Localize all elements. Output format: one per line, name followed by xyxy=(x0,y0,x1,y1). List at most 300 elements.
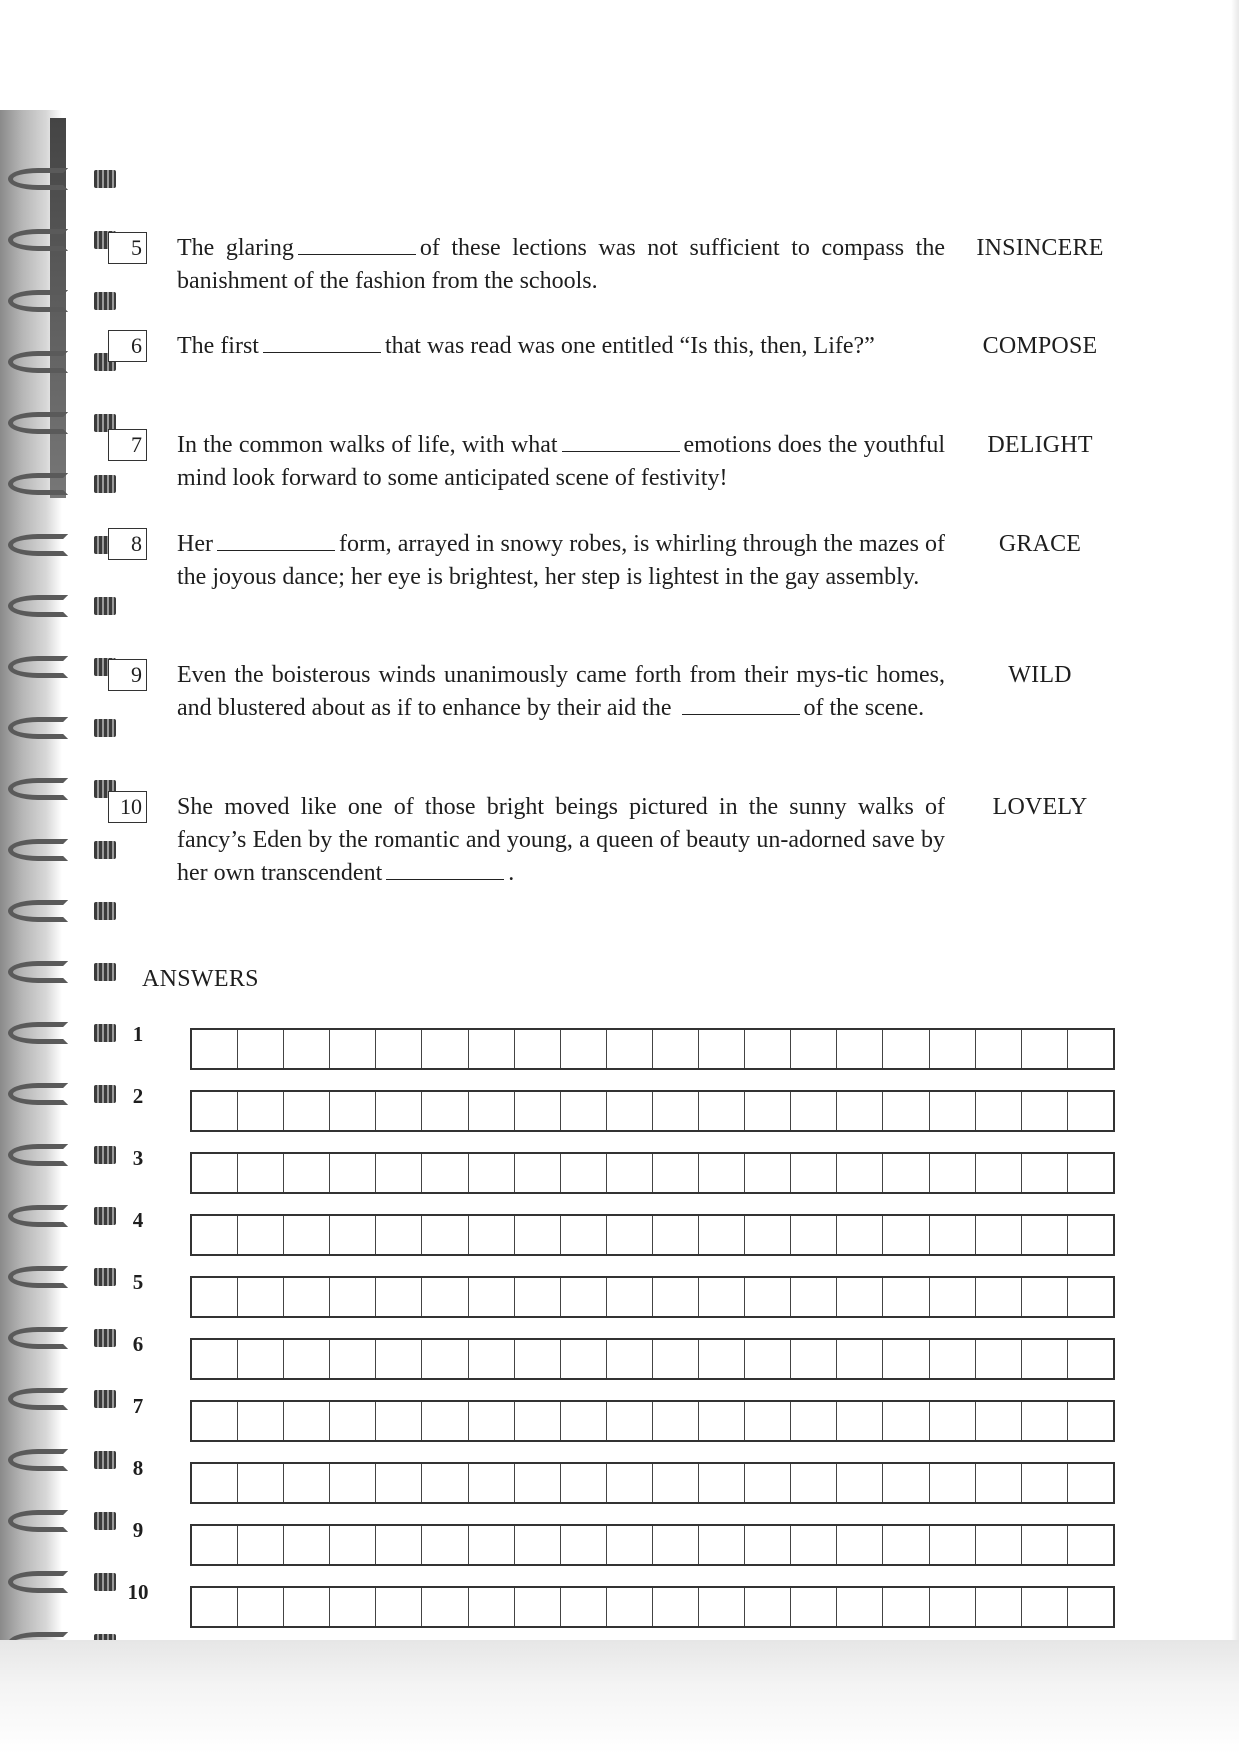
answer-blank[interactable] xyxy=(682,694,800,715)
sentence xyxy=(177,330,945,363)
letter-box[interactable] xyxy=(745,1340,791,1378)
letter-box[interactable] xyxy=(469,1464,515,1502)
coil-ring xyxy=(8,1205,68,1227)
letter-box[interactable] xyxy=(699,1154,745,1192)
letter-box[interactable] xyxy=(330,1216,376,1254)
letter-box[interactable] xyxy=(745,1588,791,1626)
letter-box[interactable] xyxy=(930,1588,976,1626)
letter-box[interactable] xyxy=(699,1464,745,1502)
binding-hole xyxy=(94,1390,116,1408)
sentence-end: form, arrayed in snowy robes, is whirling through the mazes of the joyous dance; her eye is brightest, her step is lightest in the gay assembly. xyxy=(177,531,945,590)
letter-box[interactable] xyxy=(1022,1464,1068,1502)
letter-box[interactable] xyxy=(1068,1464,1113,1502)
sentence-end: of the scene. xyxy=(803,695,925,721)
sentence-start: Her xyxy=(177,531,213,557)
letter-box[interactable] xyxy=(284,1340,330,1378)
coil-ring xyxy=(8,1510,68,1532)
letter-box[interactable] xyxy=(376,1588,422,1626)
letter-box[interactable] xyxy=(376,1464,422,1502)
answer-row-10 xyxy=(120,1580,1120,1630)
letter-box[interactable] xyxy=(192,1526,238,1564)
letter-box[interactable] xyxy=(883,1030,929,1068)
letter-box[interactable] xyxy=(976,1092,1022,1130)
letter-box[interactable] xyxy=(791,1030,837,1068)
letter-box[interactable] xyxy=(930,1030,976,1068)
letter-box[interactable] xyxy=(330,1092,376,1130)
binding-hole xyxy=(94,1329,116,1347)
letter-box[interactable] xyxy=(976,1588,1022,1626)
coil-ring xyxy=(8,1449,68,1471)
letter-box[interactable] xyxy=(422,1216,468,1254)
letter-boxes xyxy=(190,1152,1115,1194)
binding-coil xyxy=(8,526,108,566)
letter-box[interactable] xyxy=(422,1278,468,1316)
letter-boxes xyxy=(190,1214,1115,1256)
question-number: 10 xyxy=(108,791,147,823)
answer-row-5 xyxy=(120,1270,1120,1320)
letter-box[interactable] xyxy=(1068,1340,1113,1378)
letter-box[interactable] xyxy=(607,1340,653,1378)
binding-hole xyxy=(94,841,116,859)
letter-box[interactable] xyxy=(561,1030,607,1068)
letter-box[interactable] xyxy=(1022,1154,1068,1192)
letter-box[interactable] xyxy=(930,1092,976,1130)
letter-box[interactable] xyxy=(1068,1402,1113,1440)
sentence-start: Even the boisterous winds unanimously came forth from their mys-tic homes, and blustered about as if to enhance by their aid the xyxy=(177,662,945,721)
binding-coil xyxy=(8,709,108,749)
letter-box[interactable] xyxy=(238,1526,284,1564)
letter-box[interactable] xyxy=(422,1154,468,1192)
letter-box[interactable] xyxy=(883,1340,929,1378)
letter-box[interactable] xyxy=(330,1588,376,1626)
letter-box[interactable] xyxy=(561,1154,607,1192)
letter-box[interactable] xyxy=(791,1526,837,1564)
letter-box[interactable] xyxy=(469,1588,515,1626)
letter-box[interactable] xyxy=(653,1278,699,1316)
letter-box[interactable] xyxy=(469,1278,515,1316)
letter-box[interactable] xyxy=(837,1526,883,1564)
letter-box[interactable] xyxy=(561,1464,607,1502)
letter-box[interactable] xyxy=(515,1402,561,1440)
answer-row-number: 8 xyxy=(132,1456,144,1480)
letter-box[interactable] xyxy=(1068,1526,1113,1564)
binding-hole xyxy=(94,170,116,188)
letter-box[interactable] xyxy=(192,1588,238,1626)
binding-hole xyxy=(94,1146,116,1164)
letter-box[interactable] xyxy=(284,1464,330,1502)
binding-coil xyxy=(8,160,108,200)
letter-box[interactable] xyxy=(376,1030,422,1068)
letter-boxes xyxy=(190,1462,1115,1504)
letter-box[interactable] xyxy=(745,1154,791,1192)
letter-box[interactable] xyxy=(330,1278,376,1316)
letter-box[interactable] xyxy=(422,1402,468,1440)
letter-box[interactable] xyxy=(561,1526,607,1564)
page-bottom-shade xyxy=(0,1640,1239,1754)
letter-box[interactable] xyxy=(376,1216,422,1254)
binding-coil xyxy=(8,770,108,810)
binding-hole xyxy=(94,719,116,737)
letter-box[interactable] xyxy=(791,1154,837,1192)
keyword: LOVELY xyxy=(992,794,1088,820)
letter-box[interactable] xyxy=(745,1464,791,1502)
coil-ring xyxy=(8,1083,68,1105)
coil-ring xyxy=(8,595,68,617)
letter-box[interactable] xyxy=(883,1464,929,1502)
coil-ring xyxy=(8,168,68,190)
letter-box[interactable] xyxy=(883,1092,929,1130)
answers-title: ANSWERS xyxy=(142,966,259,992)
letter-box[interactable] xyxy=(376,1278,422,1316)
letter-box[interactable] xyxy=(976,1278,1022,1316)
binding-coil xyxy=(8,465,108,505)
letter-box[interactable] xyxy=(883,1154,929,1192)
binding-coil xyxy=(8,1258,108,1298)
letter-box[interactable] xyxy=(1022,1092,1068,1130)
letter-box[interactable] xyxy=(284,1030,330,1068)
letter-box[interactable] xyxy=(469,1340,515,1378)
letter-box[interactable] xyxy=(653,1588,699,1626)
letter-box[interactable] xyxy=(930,1340,976,1378)
letter-box[interactable] xyxy=(469,1216,515,1254)
letter-box[interactable] xyxy=(699,1278,745,1316)
letter-box[interactable] xyxy=(607,1464,653,1502)
letter-box[interactable] xyxy=(238,1030,284,1068)
letter-box[interactable] xyxy=(745,1216,791,1254)
letter-box[interactable] xyxy=(883,1216,929,1254)
letter-box[interactable] xyxy=(330,1526,376,1564)
letter-box[interactable] xyxy=(515,1092,561,1130)
letter-box[interactable] xyxy=(561,1588,607,1626)
letter-box[interactable] xyxy=(1022,1278,1068,1316)
coil-ring xyxy=(8,473,68,495)
answer-blank[interactable] xyxy=(263,332,381,353)
sentence-end: of these lections was not sufficient to compass the banishment of the fashion from the schools. xyxy=(177,235,945,294)
letter-box[interactable] xyxy=(976,1154,1022,1192)
letter-box[interactable] xyxy=(561,1092,607,1130)
letter-box[interactable] xyxy=(192,1464,238,1502)
sentence xyxy=(177,232,945,298)
letter-box[interactable] xyxy=(515,1154,561,1192)
answer-row-3 xyxy=(120,1146,1120,1196)
letter-box[interactable] xyxy=(1068,1092,1113,1130)
letter-box[interactable] xyxy=(699,1030,745,1068)
letter-box[interactable] xyxy=(930,1216,976,1254)
letter-box[interactable] xyxy=(837,1588,883,1626)
binding-coil xyxy=(8,343,108,383)
answer-row-number: 6 xyxy=(132,1332,144,1356)
sentence-end: that was read was one entitled “Is this, then, Life?” xyxy=(384,333,875,359)
letter-box[interactable] xyxy=(745,1030,791,1068)
letter-box[interactable] xyxy=(1022,1402,1068,1440)
letter-box[interactable] xyxy=(330,1464,376,1502)
letter-box[interactable] xyxy=(607,1402,653,1440)
letter-box[interactable] xyxy=(238,1092,284,1130)
letter-box[interactable] xyxy=(284,1588,330,1626)
letter-box[interactable] xyxy=(1068,1588,1113,1626)
answer-blank[interactable] xyxy=(298,234,416,255)
letter-box[interactable] xyxy=(607,1278,653,1316)
letter-box[interactable] xyxy=(976,1464,1022,1502)
letter-box[interactable] xyxy=(883,1278,929,1316)
keyword: DELIGHT xyxy=(987,432,1093,458)
letter-box[interactable] xyxy=(976,1216,1022,1254)
coil-ring xyxy=(8,1266,68,1288)
letter-box[interactable] xyxy=(699,1340,745,1378)
letter-box[interactable] xyxy=(561,1402,607,1440)
binding-hole xyxy=(94,597,116,615)
answer-row-2 xyxy=(120,1084,1120,1134)
letter-box[interactable] xyxy=(976,1030,1022,1068)
letter-box[interactable] xyxy=(791,1340,837,1378)
letter-box[interactable] xyxy=(330,1340,376,1378)
answer-row-6 xyxy=(120,1332,1120,1382)
letter-box[interactable] xyxy=(791,1216,837,1254)
letter-box[interactable] xyxy=(745,1092,791,1130)
letter-box[interactable] xyxy=(238,1402,284,1440)
answer-row-number: 10 xyxy=(127,1580,149,1604)
answer-row-4 xyxy=(120,1208,1120,1258)
coil-ring xyxy=(8,1022,68,1044)
letter-box[interactable] xyxy=(653,1340,699,1378)
letter-box[interactable] xyxy=(515,1340,561,1378)
answer-blank[interactable] xyxy=(217,530,335,551)
binding-coil xyxy=(8,1319,108,1359)
letter-box[interactable] xyxy=(699,1402,745,1440)
letter-box[interactable] xyxy=(699,1588,745,1626)
letter-box[interactable] xyxy=(607,1154,653,1192)
binding-coil xyxy=(8,587,108,627)
letter-box[interactable] xyxy=(930,1464,976,1502)
letter-box[interactable] xyxy=(930,1154,976,1192)
letter-box[interactable] xyxy=(607,1588,653,1626)
coil-ring xyxy=(8,534,68,556)
letter-box[interactable] xyxy=(561,1216,607,1254)
letter-box[interactable] xyxy=(238,1588,284,1626)
binding-hole xyxy=(94,1451,116,1469)
letter-box[interactable] xyxy=(976,1340,1022,1378)
letter-box[interactable] xyxy=(284,1402,330,1440)
binding-coil xyxy=(8,404,108,444)
letter-box[interactable] xyxy=(745,1278,791,1316)
letter-box[interactable] xyxy=(1022,1340,1068,1378)
sentence-start: The first xyxy=(177,333,259,359)
letter-box[interactable] xyxy=(238,1340,284,1378)
letter-box[interactable] xyxy=(837,1154,883,1192)
letter-box[interactable] xyxy=(515,1526,561,1564)
answer-row-number: 2 xyxy=(132,1084,144,1108)
letter-box[interactable] xyxy=(192,1216,238,1254)
letter-box[interactable] xyxy=(515,1464,561,1502)
letter-box[interactable] xyxy=(422,1030,468,1068)
binding-coil xyxy=(8,282,108,322)
letter-box[interactable] xyxy=(422,1340,468,1378)
letter-box[interactable] xyxy=(469,1402,515,1440)
letter-box[interactable] xyxy=(330,1402,376,1440)
letter-box[interactable] xyxy=(791,1092,837,1130)
letter-box[interactable] xyxy=(653,1030,699,1068)
coil-ring xyxy=(8,290,68,312)
letter-box[interactable] xyxy=(284,1216,330,1254)
letter-box[interactable] xyxy=(284,1092,330,1130)
letter-box[interactable] xyxy=(469,1030,515,1068)
keyword: WILD xyxy=(1008,662,1072,688)
letter-box[interactable] xyxy=(791,1402,837,1440)
letter-box[interactable] xyxy=(469,1092,515,1130)
letter-box[interactable] xyxy=(561,1340,607,1378)
letter-box[interactable] xyxy=(515,1588,561,1626)
letter-box[interactable] xyxy=(330,1154,376,1192)
letter-box[interactable] xyxy=(837,1402,883,1440)
letter-box[interactable] xyxy=(1022,1216,1068,1254)
letter-box[interactable] xyxy=(422,1464,468,1502)
letter-box[interactable] xyxy=(238,1278,284,1316)
letter-box[interactable] xyxy=(1068,1154,1113,1192)
coil-ring xyxy=(8,412,68,434)
letter-box[interactable] xyxy=(330,1030,376,1068)
letter-box[interactable] xyxy=(515,1216,561,1254)
letter-box[interactable] xyxy=(284,1278,330,1316)
letter-box[interactable] xyxy=(284,1526,330,1564)
answer-row-1 xyxy=(120,1022,1120,1072)
letter-box[interactable] xyxy=(837,1092,883,1130)
letter-box[interactable] xyxy=(883,1402,929,1440)
coil-ring xyxy=(8,229,68,251)
letter-box[interactable] xyxy=(238,1216,284,1254)
answer-row-7 xyxy=(120,1394,1120,1444)
letter-box[interactable] xyxy=(883,1526,929,1564)
letter-box[interactable] xyxy=(699,1526,745,1564)
binding-coil xyxy=(8,1502,108,1542)
letter-box[interactable] xyxy=(192,1030,238,1068)
answer-row-number: 9 xyxy=(132,1518,144,1542)
letter-box[interactable] xyxy=(930,1402,976,1440)
letter-box[interactable] xyxy=(791,1464,837,1502)
letter-box[interactable] xyxy=(192,1402,238,1440)
letter-box[interactable] xyxy=(837,1278,883,1316)
binding-coil xyxy=(8,1380,108,1420)
letter-box[interactable] xyxy=(1068,1030,1113,1068)
letter-box[interactable] xyxy=(653,1092,699,1130)
letter-box[interactable] xyxy=(376,1526,422,1564)
question-number: 9 xyxy=(108,659,147,691)
letter-box[interactable] xyxy=(699,1092,745,1130)
letter-box[interactable] xyxy=(469,1154,515,1192)
letter-box[interactable] xyxy=(653,1526,699,1564)
binding-hole xyxy=(94,902,116,920)
letter-box[interactable] xyxy=(192,1278,238,1316)
answer-row-number: 7 xyxy=(132,1394,144,1418)
binding-coil xyxy=(8,1441,108,1481)
letter-box[interactable] xyxy=(837,1216,883,1254)
answer-row-9 xyxy=(120,1518,1120,1568)
letter-box[interactable] xyxy=(422,1588,468,1626)
sentence xyxy=(177,528,945,594)
letter-box[interactable] xyxy=(376,1340,422,1378)
answer-row-number: 4 xyxy=(132,1208,144,1232)
letter-box[interactable] xyxy=(699,1216,745,1254)
letter-box[interactable] xyxy=(653,1154,699,1192)
coil-ring xyxy=(8,1571,68,1593)
letter-box[interactable] xyxy=(1068,1216,1113,1254)
letter-box[interactable] xyxy=(837,1030,883,1068)
letter-boxes xyxy=(190,1524,1115,1566)
sentence xyxy=(177,791,945,890)
letter-box[interactable] xyxy=(607,1216,653,1254)
letter-box[interactable] xyxy=(930,1278,976,1316)
letter-box[interactable] xyxy=(791,1588,837,1626)
letter-box[interactable] xyxy=(607,1526,653,1564)
letter-box[interactable] xyxy=(561,1278,607,1316)
question-number: 7 xyxy=(108,429,147,461)
letter-box[interactable] xyxy=(1022,1588,1068,1626)
letter-box[interactable] xyxy=(515,1278,561,1316)
letter-box[interactable] xyxy=(791,1278,837,1316)
letter-box[interactable] xyxy=(422,1526,468,1564)
letter-box[interactable] xyxy=(469,1526,515,1564)
letter-box[interactable] xyxy=(238,1154,284,1192)
binding-hole xyxy=(94,1268,116,1286)
letter-box[interactable] xyxy=(976,1526,1022,1564)
letter-box[interactable] xyxy=(745,1402,791,1440)
coil-ring xyxy=(8,900,68,922)
letter-box[interactable] xyxy=(376,1154,422,1192)
letter-box[interactable] xyxy=(930,1526,976,1564)
answer-blank[interactable] xyxy=(562,431,680,452)
letter-box[interactable] xyxy=(837,1464,883,1502)
answer-row-number: 1 xyxy=(132,1022,144,1046)
answer-blank[interactable] xyxy=(386,859,504,880)
binding-coil xyxy=(8,1563,108,1603)
letter-box[interactable] xyxy=(745,1526,791,1564)
letter-boxes xyxy=(190,1090,1115,1132)
letter-box[interactable] xyxy=(837,1340,883,1378)
letter-box[interactable] xyxy=(192,1340,238,1378)
letter-box[interactable] xyxy=(883,1588,929,1626)
binding-coil xyxy=(8,892,108,932)
answer-row-8 xyxy=(120,1456,1120,1506)
letter-box[interactable] xyxy=(1068,1278,1113,1316)
keyword: INSINCERE xyxy=(976,235,1104,261)
coil-ring xyxy=(8,351,68,373)
letter-box[interactable] xyxy=(192,1092,238,1130)
letter-box[interactable] xyxy=(422,1092,468,1130)
binding-hole xyxy=(94,963,116,981)
sentence xyxy=(177,429,945,495)
letter-box[interactable] xyxy=(976,1402,1022,1440)
letter-box[interactable] xyxy=(192,1154,238,1192)
letter-box[interactable] xyxy=(238,1464,284,1502)
letter-box[interactable] xyxy=(653,1402,699,1440)
letter-box[interactable] xyxy=(376,1402,422,1440)
letter-boxes xyxy=(190,1586,1115,1628)
letter-box[interactable] xyxy=(515,1030,561,1068)
letter-box[interactable] xyxy=(653,1216,699,1254)
letter-box[interactable] xyxy=(1022,1030,1068,1068)
letter-box[interactable] xyxy=(607,1030,653,1068)
letter-box[interactable] xyxy=(284,1154,330,1192)
binding-hole xyxy=(94,1573,116,1591)
letter-box[interactable] xyxy=(1022,1526,1068,1564)
sentence-start: In the common walks of life, with what xyxy=(177,432,558,458)
letter-box[interactable] xyxy=(653,1464,699,1502)
binding-coil xyxy=(8,1075,108,1115)
letter-box[interactable] xyxy=(376,1092,422,1130)
binding-coil xyxy=(8,953,108,993)
sentence xyxy=(177,659,945,725)
letter-box[interactable] xyxy=(607,1092,653,1130)
coil-ring xyxy=(8,961,68,983)
